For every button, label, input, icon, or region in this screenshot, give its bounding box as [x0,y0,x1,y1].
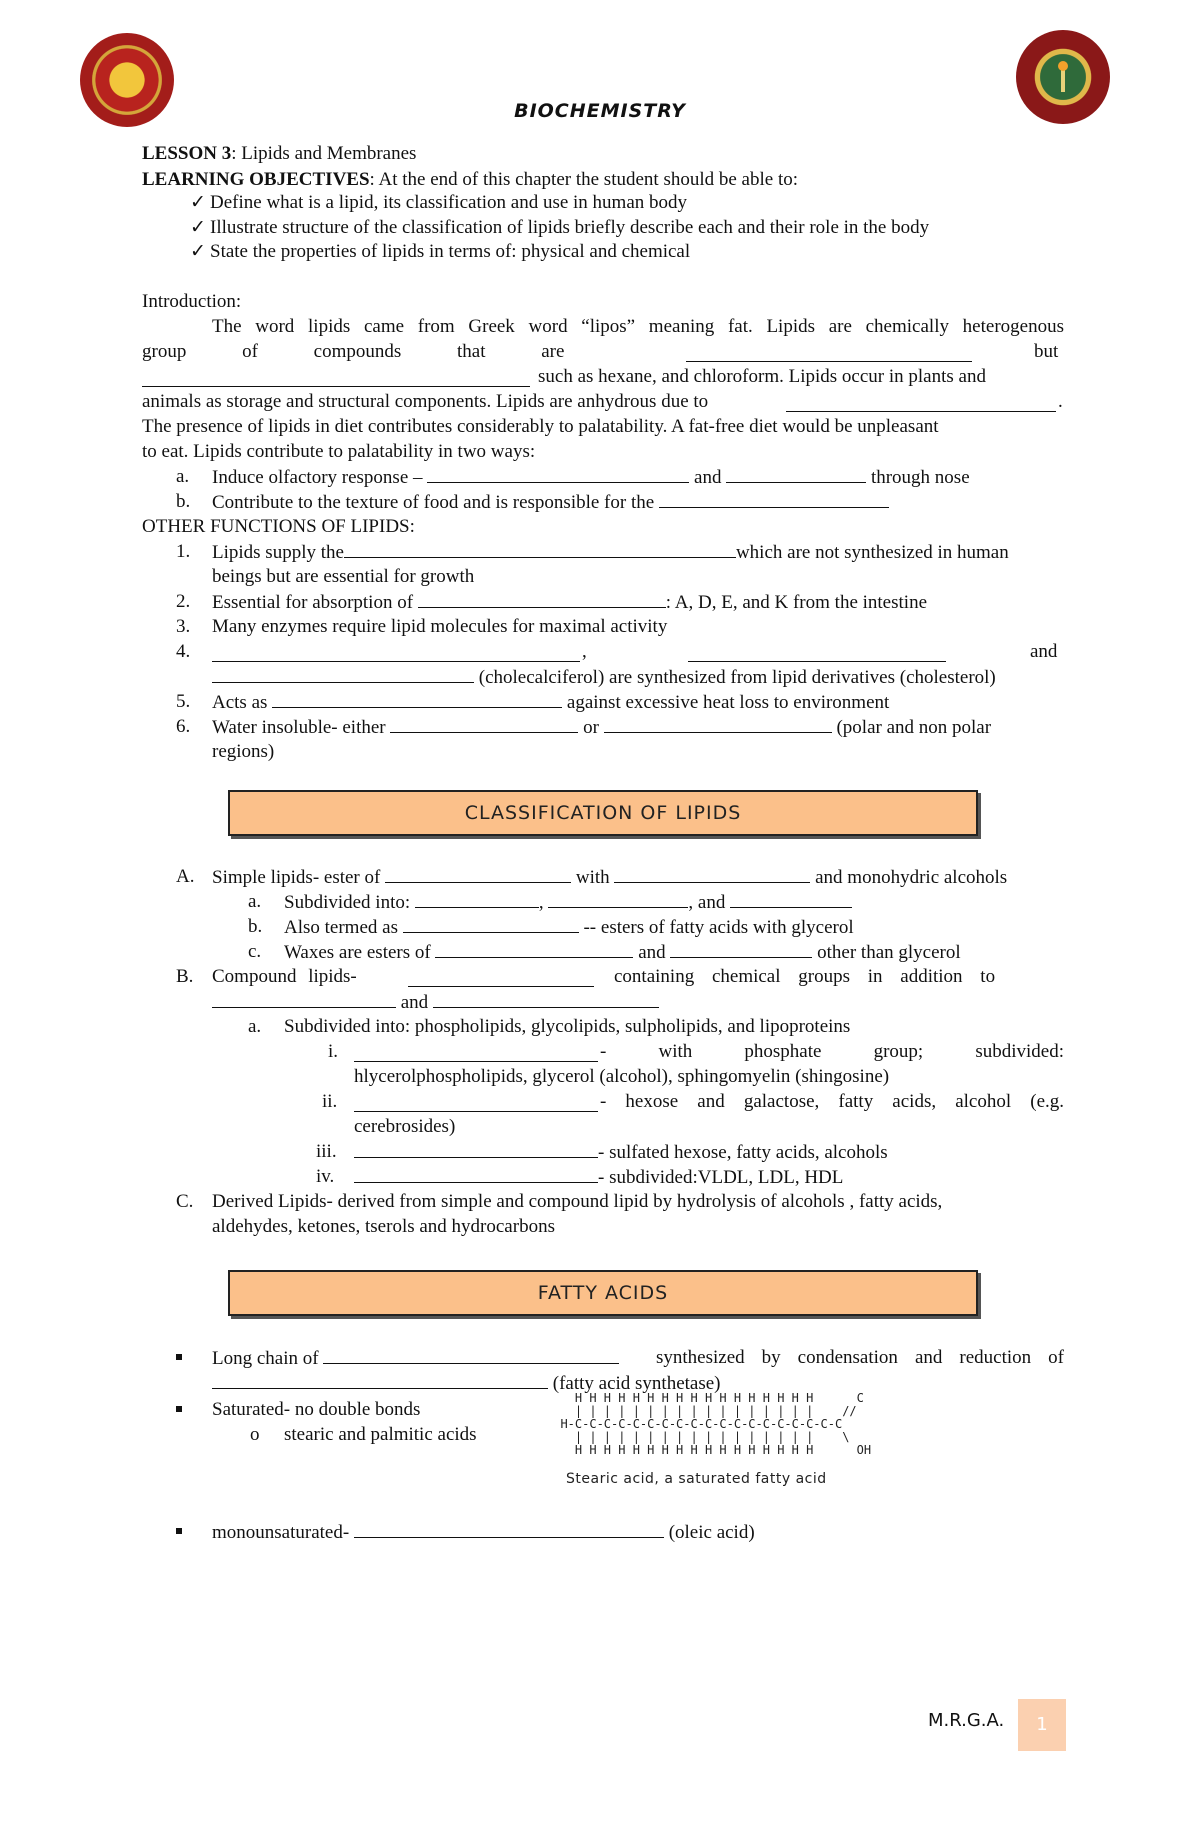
fatty-bullet-2-sub: stearic and palmitic acids [284,1424,477,1445]
fill-blank[interactable] [415,890,539,908]
fill-blank[interactable] [354,1094,598,1112]
list-roman: iii. [316,1141,337,1162]
sub-item-i-cont: hlycerolphospholipids, glycerol (alcohol), sphingomyelin (shingosine) [354,1066,890,1087]
fatty-bullet-1: Long chain of [212,1346,619,1371]
intro-line-2-end: but [1034,341,1059,362]
simple-lipids-sub-b: Also termed as -- esters of fatty acids with glycerol [284,917,854,938]
lesson-line [142,142,416,166]
checkmark-icon: ✓ [190,217,206,238]
fill-blank[interactable] [212,1371,548,1389]
function-item-5: Acts as against excessive heat loss to environment [212,692,890,713]
fill-blank[interactable] [730,890,852,908]
fill-blank[interactable] [354,1044,598,1062]
fill-blank[interactable] [323,1346,619,1364]
intro-heading: Introduction: [142,291,242,312]
sub-bullet-marker: o [250,1424,260,1445]
list-number: 2. [176,591,191,612]
fill-blank[interactable] [142,369,530,387]
author-initials: M.R.G.A. [928,1710,1005,1731]
fill-blank[interactable] [614,865,810,883]
and-text: and [1030,641,1058,662]
fatty-bullet-1-cont: (fatty acid synthetase) [212,1371,721,1396]
fill-blank[interactable] [272,690,562,708]
sub-item-iii: - sulfated hexose, fatty acids, alcohols [354,1140,888,1165]
fatty-bullet-2: Saturated- no double bonds [212,1399,421,1420]
fatty-bullet-3: monounsaturated- (oleic acid) [212,1522,755,1543]
intro-line-6: to eat. Lipids contribute to palatability in two ways: [142,441,536,462]
list-letter: a. [248,1016,262,1037]
list-number: 4. [176,641,191,662]
fill-blank[interactable] [385,865,571,883]
fill-blank[interactable] [435,940,633,958]
list-number: 5. [176,691,191,712]
intro-line-5: The presence of lipids in diet contributes considerably to palatability. A fat-free diet would be unpleasant [142,416,939,437]
objectives-intro: : At the end of this chapter the student should be able to: [369,169,798,190]
intro-item-b-label: b. [176,491,191,512]
simple-lipids-item: Simple lipids- ester of with and monohydric alcohols [212,867,1008,888]
stearic-acid-structure-icon: H H H H H H H H H H H H H H H H H C | | | | | | | | | | | | | | | | | // H-C-C-C-C-C-C-C-C-C-C-C-C-C-C-C-C-C-C-C | | | | | | | | | | | | | | | | | \ H H H H H H H H H H H H H H H H H OH [560,1391,872,1457]
fill-blank[interactable] [354,1140,598,1158]
fill-blank[interactable] [688,644,946,662]
fill-blank[interactable] [670,940,812,958]
function-item-2: Essential for absorption of : A, D, E, and K from the intestine [212,592,928,613]
fill-blank[interactable] [726,465,866,483]
list-roman: iv. [316,1166,335,1187]
classification-banner: CLASSIFICATION OF LIPIDS [228,790,978,836]
compound-lipids-item: Compound lipids- [212,966,357,987]
fill-blank[interactable] [786,394,1056,412]
fill-blank[interactable] [354,1520,664,1538]
comma: , [582,641,587,662]
fill-blank[interactable] [344,540,736,558]
derived-lipids-cont: aldehydes, ketones, tserols and hydrocarbons [212,1216,555,1237]
list-letter: a. [248,891,262,912]
sub-item-ii-cont: cerebrosides) [354,1116,456,1137]
fill-blank[interactable] [659,490,889,508]
fill-blank[interactable] [403,915,579,933]
intro-item-a: Induce olfactory response – and through nose [212,467,970,488]
structure-caption: Stearic acid, a saturated fatty acid [566,1471,827,1487]
fill-blank[interactable] [390,715,578,733]
simple-lipids-sub-c: Waxes are esters of and other than glycerol [284,942,961,963]
other-functions-heading: OTHER FUNCTIONS OF LIPIDS: [142,516,415,537]
function-item-1: Lipids supply the which are not synthesized in human [212,542,1009,563]
list-letter: B. [176,966,194,987]
simple-lipids-sub-a: Subdivided into: , , and [284,890,852,915]
sub-item-ii: - hexose and galactose, fatty acids, alcohol (e.g. [600,1091,1064,1112]
list-letter: C. [176,1191,194,1212]
list-roman: ii. [322,1091,338,1112]
intro-line-4-end: . [1058,391,1063,412]
list-letter: b. [248,916,263,937]
compound-lipids-sub-a: Subdivided into: phospholipids, glycolipids, sulpholipids, and lipoproteins [284,1016,851,1037]
lesson-title: : Lipids and Membranes [231,143,417,164]
derived-lipids-item: Derived Lipids- derived from simple and compound lipid by hydrolysis of alcohols , fatty acids, [212,1191,943,1212]
fill-blank[interactable] [548,890,688,908]
fill-blank[interactable] [418,590,666,608]
list-number: 3. [176,616,191,637]
list-letter: A. [176,866,195,887]
fill-blank[interactable] [354,1165,598,1183]
bullet-icon [176,1398,182,1422]
lesson-label: LESSON 3 [142,143,232,164]
page-number: 1 [1018,1699,1066,1751]
fill-blank[interactable] [686,344,972,362]
function-item-3: Many enzymes require lipid molecules for maximal activity [212,616,668,637]
torch-icon [1048,60,1078,94]
fill-blank[interactable] [604,715,832,733]
function-item-6: Water insoluble- either or (polar and non polar [212,717,992,738]
fill-blank[interactable] [212,665,474,683]
fill-blank[interactable] [433,990,659,1008]
list-number: 1. [176,541,191,562]
function-item-1-cont: beings but are essential for growth [212,566,475,587]
fill-blank[interactable] [212,644,580,662]
objective-item: ✓ State the properties of lipids in terms of: physical and chemical [190,241,691,262]
compound-lipids-item-end: containing chemical groups in addition to [614,966,996,987]
sub-item-iv: - subdivided:VLDL, LDL, HDL [354,1165,843,1190]
objective-item: ✓ Define what is a lipid, its classification and use in human body [190,192,688,213]
compound-lipids-cont: and [212,990,659,1015]
fill-blank[interactable] [427,465,689,483]
objectives-line [142,168,798,192]
list-roman: i. [328,1041,339,1062]
document-title: BIOCHEMISTRY [514,100,686,122]
sub-item-i: - with phosphate group; subdivided: [600,1041,1064,1062]
fill-blank[interactable] [212,990,396,1008]
list-number: 6. [176,716,191,737]
intro-line-1: The word lipids came from Greek word “lipos” meaning fat. Lipids are chemically heterogenous [212,316,1064,337]
function-item-4-cont: (cholecalciferol) are synthesized from lipid derivatives (cholesterol) [212,665,996,690]
objectives-label: LEARNING OBJECTIVES [142,169,370,190]
intro-line-2: group of compounds that are [142,341,565,362]
checkmark-icon: ✓ [190,192,206,213]
fatty-acids-banner: FATTY ACIDS [228,1270,978,1316]
checkmark-icon: ✓ [190,241,206,262]
function-item-6-cont: regions) [212,741,275,762]
bullet-icon [176,1520,182,1544]
list-letter: c. [248,941,262,962]
intro-item-a-label: a. [176,466,190,487]
intro-item-b: Contribute to the texture of food and is responsible for the [212,490,889,515]
intro-line-4: animals as storage and structural components. Lipids are anhydrous due to [142,391,709,412]
intro-line-3: such as hexane, and chloroform. Lipids occur in plants and [538,366,986,387]
bullet-icon [176,1346,182,1370]
fatty-bullet-1-end: synthesized by condensation and reduction of [656,1347,1064,1368]
objective-item: ✓ Illustrate structure of the classification of lipids briefly describe each and their role in the body [190,217,930,238]
fill-blank[interactable] [408,969,594,987]
